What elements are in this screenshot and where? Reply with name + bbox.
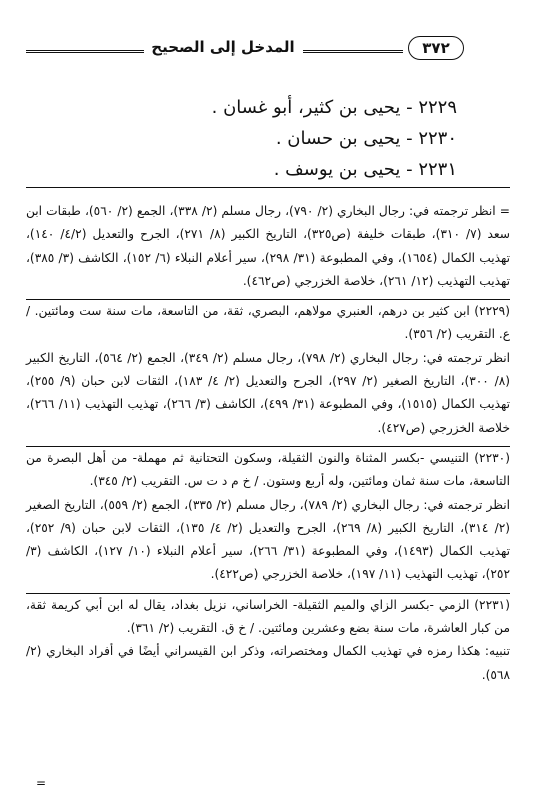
entry-2230: ٢٢٣٠ - يحيى بن حسان . xyxy=(275,128,457,149)
narrator-entries xyxy=(57,92,457,185)
page-number: ٣٧٢ xyxy=(408,36,464,60)
footnote-2231-note: تنبيه: هكذا رمزه في تهذيب الكمال ومختصراته، وذكر ابن القيسراني أيضًا في أفراد البخاري (٢/ ٥٦٨). xyxy=(26,644,510,682)
footnote-2229-bio: (٢٢٢٩) ابن كثير بن درهم، العنبري مولاهم، البصري، ثقة، من التاسعة، مات سنة ست ومائتين. / ع. التقريب (٢/ ٣٥٦). xyxy=(26,304,510,342)
footnotes xyxy=(26,200,510,687)
page-header xyxy=(26,36,510,64)
entry-2229: ٢٢٢٩ - يحيى بن كثير، أبو غسان . xyxy=(211,97,457,118)
entry-2231: ٢٢٣١ - يحيى بن يوسف . xyxy=(273,159,457,180)
running-title: المدخل إلى الصحيح xyxy=(151,38,295,56)
header-rule-right xyxy=(303,50,403,53)
footnote-2230-bio: (٢٢٣٠) التنيسي -بكسر المثناة والنون الثقيلة، وسكون التحتانية ثم مهملة- من أهل البصرة من التاسعة، مات سنة ثمان ومائتين، وله أربع وستون. / خ م د ت س. التقريب (٢/ ٣٤٥). xyxy=(26,450,510,489)
header-rule-left xyxy=(26,50,144,53)
footnote-2229-sources: انظر ترجمته في: رجال البخاري (٢/ ٧٩٨)، رجال مسلم (٢/ ٣٤٩)، الجمع (٢/ ٥٦٤)، التاريخ الكبير (٨/ ٣٠٠)، التاريخ الصغير (٢/ ٢٩٧)، الجرح والتعديل (٢/ ٤/ ١٨٣)، الثقات لابن حبان (٩/ ٢٥٥)، تهذيب الكمال (١٥١٥)، وفي المطبوعة (٣١/ ٤٩٩)، الكاشف (٣/ ٢٦٦)، تهذيب التهذيب (١١/ ٢٦٦)، خلاصة الخزرجي (ص٤٢٧). xyxy=(26,350,511,435)
footnote-separator xyxy=(26,187,510,188)
footnote-2230-sources: انظر ترجمته في: رجال البخاري (٢/ ٧٨٩)، رجال مسلم (٢/ ٣٣٥)، الجمع (٢/ ٥٥٩)، التاريخ الصغير (٢/ ٣١٤)، التاريخ الكبير (٨/ ٢٦٩)، الجرح والتعديل (٢/ ٤/ ١٣٥)، الثقات لابن حبان (٩/ ٢٥٢)، تهذيب الكمال (١٤٩٣)، وفي المطبوعة (٣١/ ٢٦٦)، سير أعلام النبلاء (١٠/ ١٢٧)، الكاشف (٣/ ٢٥٢)، تهذيب التهذيب (١١/ ١٩٧)، خلاصة الخزرجي (ص٤٢٢). xyxy=(26,497,511,582)
footnote-continuation: = انظر ترجمته في: رجال البخاري (٢/ ٧٩٠)، رجال مسلم (٢/ ٣٣٨)، الجمع (٢/ ٥٦٠)، طبقات ابن سعد (٧/ ٣١٠)، طبقات خليفة (ص٣٢٥)، التاريخ الكبير (٨/ ٢٧١)، الجرح والتعديل (٤/٢/ ١٤٠)، تهذيب الكمال (١٦٥٤)، وفي المطبوعة (٣١/ ٢٩٨)، سير أعلام النبلاء (٦/ ١٥٢)، الكاشف (٣/ ٣٨٥)، تهذيب التهذيب (١٢/ ٢٦١)، خلاصة الخزرجي (ص٤٦٢). xyxy=(26,204,510,288)
continuation-mark: = xyxy=(36,776,47,790)
footnote-2231-bio: (٢٢٣١) الزمي -بكسر الزاي والميم الثقيلة- الخراساني، نزيل بغداد، يقال له ابن أبي كريمة ثقة، من كبار العاشرة، مات سنة بضع وعشرين ومائتين. / خ ق. التقريب (٢/ ٣٦١). xyxy=(26,597,510,636)
